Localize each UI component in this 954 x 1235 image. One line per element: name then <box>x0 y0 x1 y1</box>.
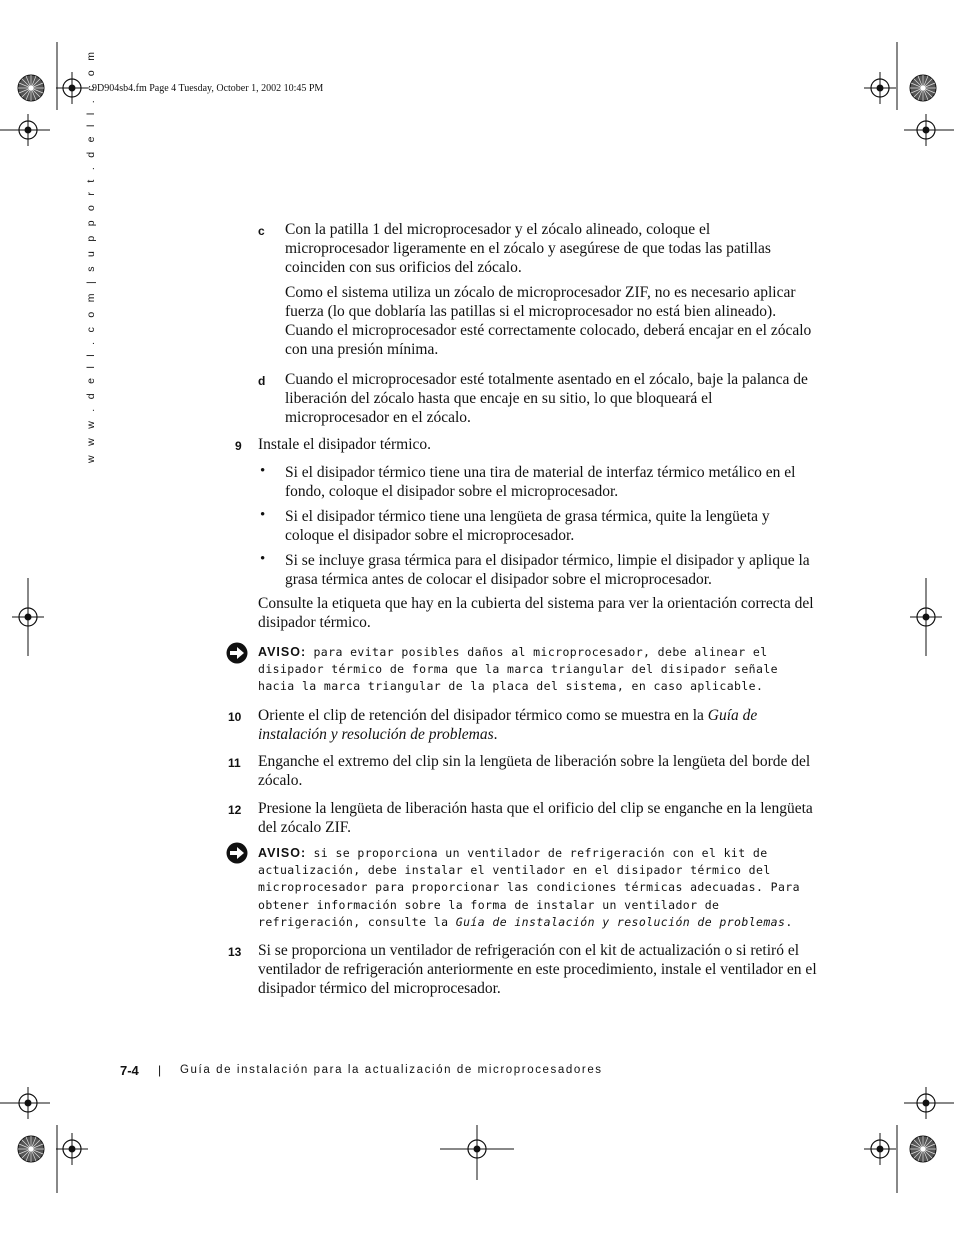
step-9-bullet-2: Si el disipador térmico tiene una lengüeta de grasa térmica, quite la lengüeta y coloque el disipador sobre el microprocesador. <box>285 508 770 544</box>
footer-title: Guía de instalación para la actualización de microprocesadores <box>180 1064 603 1076</box>
bullet-3-marker: • <box>260 551 266 567</box>
notice-1-label: AVISO: <box>258 645 307 659</box>
step-c-text: Con la patilla 1 del microprocesador y el zócalo alineado, coloque el microprocesador ligeramente en el zócalo y asegúrese de que todas las patillas coinciden con sus orificios del zócalo. <box>285 221 771 276</box>
starburst-top-left <box>18 75 44 101</box>
step-9-text: Instale el disipador térmico. <box>258 436 432 453</box>
notice-2-end: . <box>785 914 793 929</box>
page-number: 7-4 <box>120 1063 139 1078</box>
step-12-label: 12 <box>228 803 242 817</box>
step-d-label: d <box>258 374 266 388</box>
step-11-label: 11 <box>228 756 241 770</box>
step-11-text: Enganche el extremo del clip sin la lengüeta de liberación sobre la lengüeta del borde del zócalo. <box>258 753 811 789</box>
step-9-bullet-1: Si el disipador térmico tiene una tira de material de interfaz térmico metálico en el fondo, coloque el disipador sobre el microprocesador. <box>285 464 796 500</box>
notice-2-italic: Guía de instalación y resolución de problemas <box>455 914 786 929</box>
step-9-label: 9 <box>235 439 242 453</box>
step-10-italic: Guía de instalación y resolución de problemas <box>258 707 758 743</box>
sidebar-url: w w w . d e l l . c o m | s u p p o r t . d e l l . c o m <box>85 48 97 463</box>
step-13-label: 13 <box>228 945 242 959</box>
step-d-text: Cuando el microprocesador esté totalmente asentado en el zócalo, baje la palanca de liberación del zócalo hasta que encaje en su sitio, lo que bloqueará el microprocesador en el zócalo. <box>285 371 808 426</box>
notice-2 <box>258 845 818 931</box>
step-c-note: Como el sistema utiliza un zócalo de microprocesador ZIF, no es necesario aplicar fuerza (lo que doblaría las patillas si el microprocesador no está bien alineado). Cuando el microprocesador esté correctamente colocado, deberá encajar en el zócalo con una presión mínima. <box>285 284 812 358</box>
step-10-label: 10 <box>228 710 242 724</box>
notice-2-text: si se proporciona un ventilador de refrigeración con el kit de actualización, debe instalar el ventilador en el disipador térmico del microprocesador para proporcionar las condiciones térmicas adecuadas. Para obtener información sobre la forma de instalar un ventilador de refrigeración, consulte la <box>258 846 800 929</box>
notice-arrow-icon <box>226 842 248 864</box>
notice-1 <box>258 644 818 696</box>
step-9-bullet-3: Si se incluye grasa térmica para el disipador térmico, limpie el disipador y aplique la grasa térmica antes de colocar el disipador sobre el microprocesador. <box>285 552 810 588</box>
step-c-label: c <box>258 224 265 238</box>
step-10-text <box>258 706 818 744</box>
step-13-text: Si se proporciona un ventilador de refrigeración con el kit de actualización o si retiró el ventilador de refrigeración anteriormente en este procedimiento, instale el ventilador en el disipador térmico del microprocesador. <box>258 942 817 997</box>
notice-1-text: para evitar posibles daños al microprocesador, debe alinear el disipador térmico de forma que la marca triangular del disipador señale hacia la marca triangular de la placa del sistema, en caso aplicable. <box>258 645 778 694</box>
step-10-end: . <box>493 726 498 743</box>
step-12-text: Presione la lengüeta de liberación hasta que el orificio del clip se enganche en la lengüeta del zócalo ZIF. <box>258 800 813 836</box>
file-info-header: 9D904sb4.fm Page 4 Tuesday, October 1, 2002 10:45 PM <box>92 83 324 94</box>
bullet-1-marker: • <box>260 463 266 479</box>
notice-2-label: AVISO: <box>258 846 307 860</box>
step-10-main: Oriente el clip de retención del disipador térmico como se muestra en la <box>258 707 708 724</box>
step-9-after: Consulte la etiqueta que hay en la cubierta del sistema para ver la orientación correcta del disipador térmico. <box>258 595 814 631</box>
notice-arrow-icon <box>226 642 248 664</box>
bullet-2-marker: • <box>260 507 266 523</box>
footer-separator: | <box>158 1063 162 1077</box>
